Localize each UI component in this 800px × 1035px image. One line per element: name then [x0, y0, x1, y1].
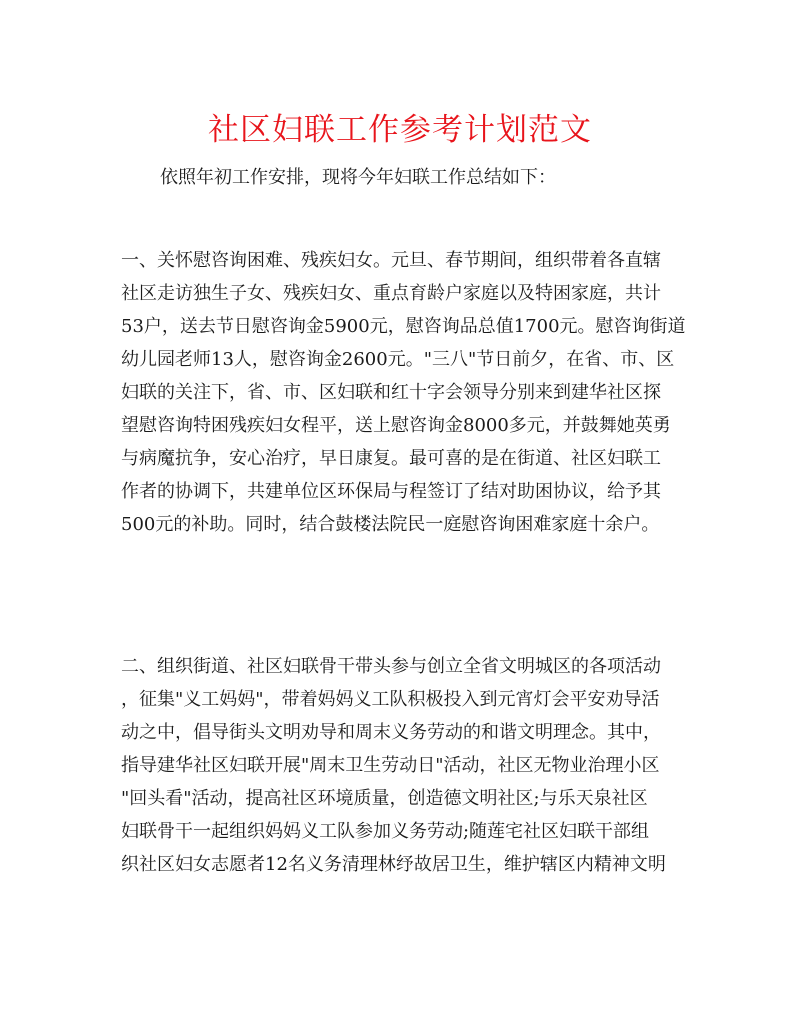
paragraph-1	[121, 244, 686, 541]
paragraph-line: 53户，送去节日慰咨询金5900元，慰咨询品总值1700元。慰咨询街道	[121, 316, 686, 337]
paragraph-line: 指导建华社区妇联开展"周末卫生劳动日"活动，社区无物业治理小区	[121, 755, 660, 776]
paragraph-line: 动之中，倡导街头文明劝导和周末义务劳动的和谐文明理念。其中，	[121, 722, 661, 743]
page-title: 社区妇联工作参考计划范文	[208, 112, 592, 148]
paragraph-line: 望慰咨询特困残疾妇女程平，送上慰咨询金8000多元，并鼓舞她英勇	[121, 415, 671, 436]
paragraph-line: 妇联骨干一起组织妈妈义工队参加义务劳动;随莲宅社区妇联干部组	[121, 821, 650, 842]
paragraph-line: 幼儿园老师13人，慰咨询金2600元。"三八"节日前夕，在省、市、区	[121, 349, 675, 370]
paragraph-line: 妇联的关注下，省、市、区妇联和红十字会领导分别来到建华社区探	[121, 382, 661, 403]
paragraph-line: 500元的补助。同时，结合鼓楼法院民一庭慰咨询困难家庭十余户。	[121, 514, 660, 535]
paragraph-2	[121, 650, 681, 881]
paragraph-line: 一、关怀慰咨询困难、残疾妇女。元旦、春节期间，组织带着各直辖	[121, 250, 661, 271]
intro-text: 依照年初工作安排，现将今年妇联工作总结如下：	[160, 167, 556, 188]
paragraph-line: 社区走访独生子女、残疾妇女、重点育龄户家庭以及特困家庭，共计	[121, 283, 661, 304]
paragraph-line: 作者的协调下，共建单位区环保局与程签订了结对助困协议，给予其	[121, 481, 661, 502]
paragraph-line: ，征集"义工妈妈"，带着妈妈义工队积极投入到元宵灯会平安劝导活	[121, 689, 660, 710]
paragraph-line: 织社区妇女志愿者12名义务清理林纾故居卫生，维护辖区内精神文明	[121, 854, 666, 875]
paragraph-line: 二、组织街道、社区妇联骨干带头参与创立全省文明城区的各项活动	[121, 656, 661, 677]
paragraph-line: "回头看"活动，提高社区环境质量，创造德文明社区;与乐天泉社区	[121, 788, 648, 809]
paragraph-line: 与病魔抗争，安心治疗，早日康复。最可喜的是在街道、社区妇联工	[121, 448, 661, 469]
